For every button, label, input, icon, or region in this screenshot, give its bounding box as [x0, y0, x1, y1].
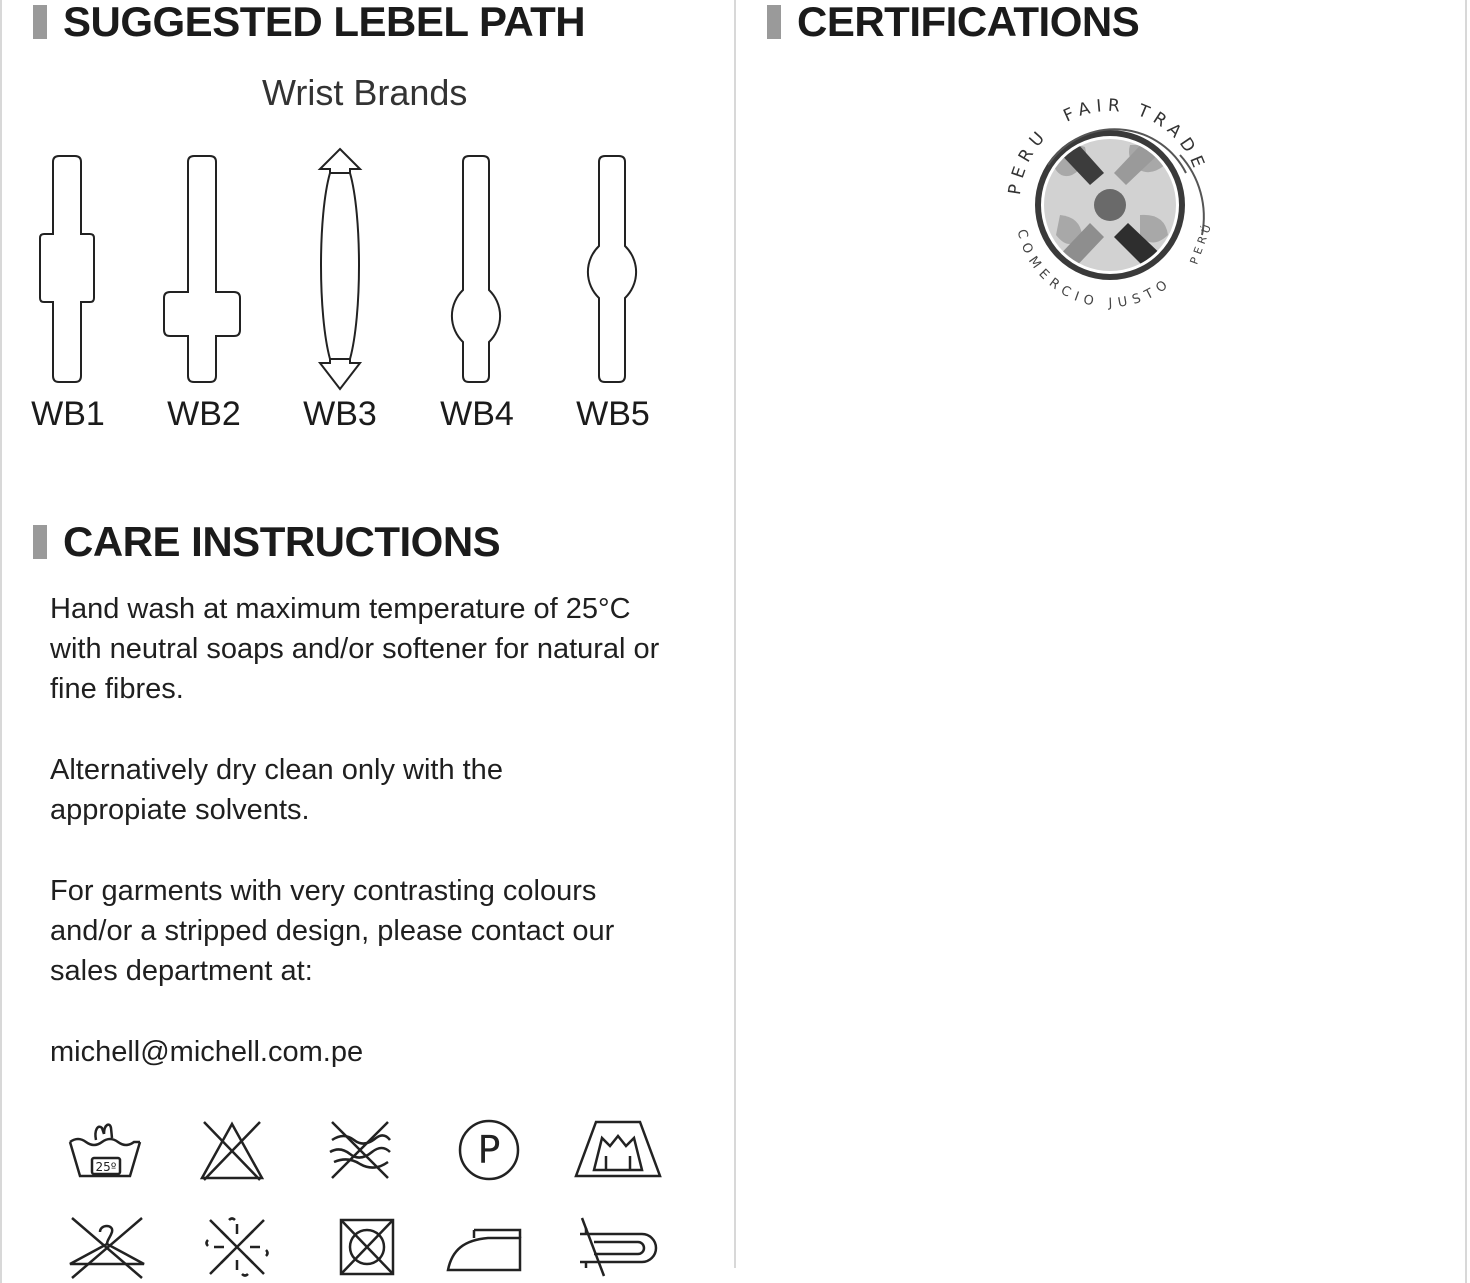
do-not-wring-icon [576, 1214, 662, 1280]
certifications-heading [767, 0, 1139, 44]
dry-clean-p-icon [456, 1118, 522, 1182]
care-heading [33, 520, 500, 564]
wristband-lower-circle-icon [437, 150, 517, 390]
care-heading-text: CARE INSTRUCTIONS [63, 518, 501, 565]
heading-marker [33, 525, 47, 559]
hand-wash-temp: 25º [95, 1160, 117, 1174]
care-paragraph-contact: For garments with very contrasting colours and/or a stripped design, please contact our sales department at: [50, 875, 615, 987]
no-bleach-icon [198, 1118, 266, 1182]
certifications-heading-text: CERTIFICATIONS [797, 0, 1140, 45]
seal-text-peru: PERU [1004, 124, 1053, 197]
iron-icon [444, 1220, 524, 1276]
wrist-brands-subtitle: Wrist Brands [262, 72, 468, 113]
wb3-label: WB3 [303, 395, 377, 433]
svg-text:PERÚ [1188, 219, 1216, 266]
label-path-heading-text: SUGGESTED LEBEL PATH [63, 0, 586, 45]
dry-flat-icon [572, 1118, 664, 1182]
hand-wash-icon [66, 1118, 144, 1182]
left-border-line [0, 0, 2, 1283]
wb5-label: WB5 [576, 395, 650, 433]
wristband-cross-tab-icon [160, 150, 250, 390]
seal-text-peru-accent: PERÚ [1187, 219, 1216, 267]
seal-text-fair-trade: FAIR TRADE [1060, 95, 1211, 176]
right-border-line [1465, 0, 1467, 1283]
no-tumble-dry-square-icon [336, 1214, 398, 1280]
seal-text-comercio-justo: COMERCIO JUSTO [1013, 227, 1176, 312]
wb4-label: WB4 [440, 395, 514, 433]
care-paragraph-wash: Hand wash at maximum temperature of 25°C with neutral soaps and/or softener for natural or fine fibres. [50, 593, 660, 705]
wristband-upper-circle-icon [573, 150, 653, 390]
wristband-rectangle-tab-icon [30, 150, 110, 390]
peru-fair-trade-seal [990, 85, 1230, 317]
wb2-label: WB2 [167, 395, 241, 433]
care-instructions-text [50, 589, 710, 1113]
heading-marker [33, 5, 47, 39]
wristband-arrow-lens-icon [300, 145, 380, 395]
no-hanging-dry-icon [64, 1214, 150, 1280]
svg-text:PERU [1005, 124, 1053, 196]
column-divider [734, 0, 736, 1268]
care-paragraph-dry-clean: Alternatively dry clean only with the appropiate solvents. [50, 754, 503, 826]
no-tumble-dry-icon [324, 1118, 396, 1182]
dry-clean-letter: P [477, 1128, 501, 1172]
wb1-label: WB1 [31, 395, 105, 433]
label-path-heading [33, 0, 585, 44]
no-steam-icon [202, 1214, 272, 1280]
contact-email: michell@michell.com.pe [50, 1036, 364, 1068]
heading-marker [767, 5, 781, 39]
